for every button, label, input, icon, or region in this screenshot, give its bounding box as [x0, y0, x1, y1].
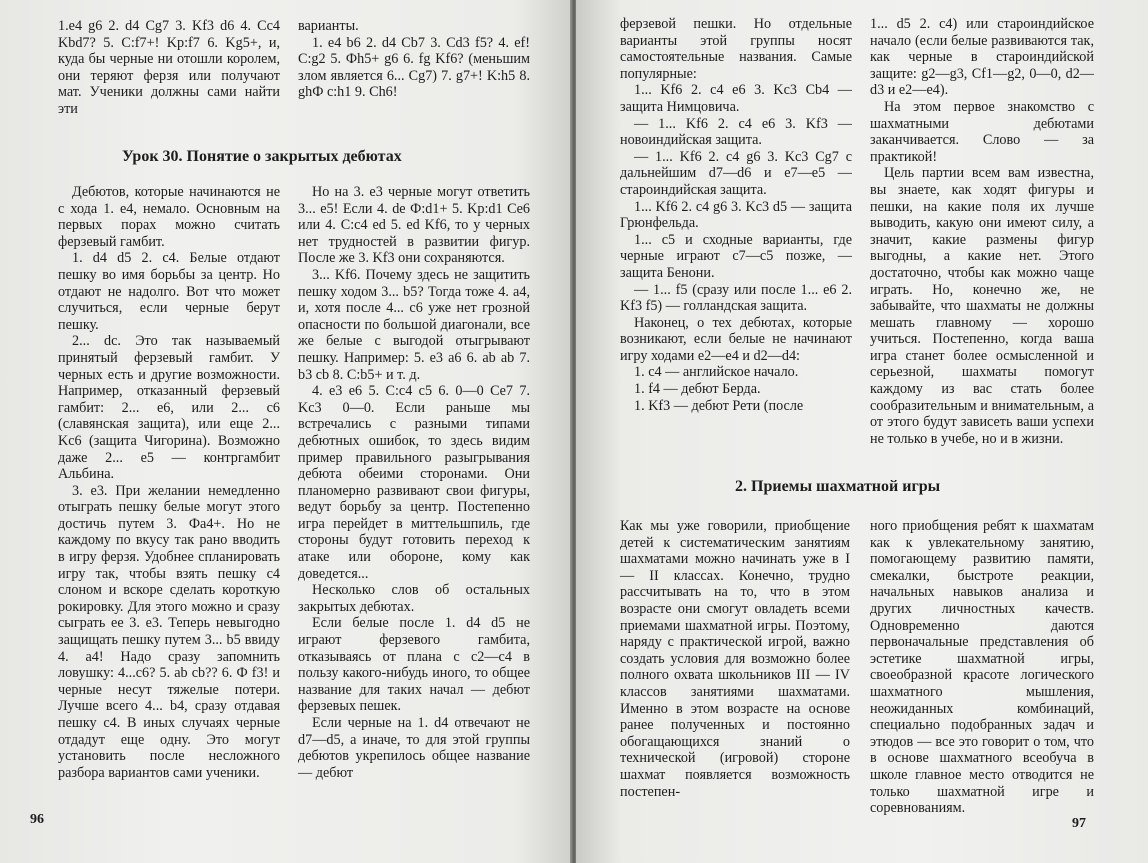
right-column-1	[620, 16, 852, 414]
paragraph: 1. c4 — английское начало.	[634, 364, 799, 381]
paragraph: Но на 3. e3 черные могут ответить 3... e5! Если 4. de Ф:d1+ 5. Kp:d1 Ce6 или 4. C:c4 ed 5. ed Kf6, то у черных нет трудностей в развитии фигур. После же 3. Kf3 они сохраняются.	[298, 184, 530, 267]
paragraph: 1... Kf6 2. c4 g6 3. Kc3 d5 — защита Грюнфельда.	[620, 198, 852, 232]
left-column-2	[298, 184, 530, 781]
paragraph: 1... d5 2. c4) или староиндийское начало (если белые развиваются так, как черные в староиндийской защите: g2—g3, Cf1—g2, 0—0, d2—d3 и e2—e4).	[870, 16, 1094, 99]
paragraph: — 1... f5 (сразу или после 1... e6 2. Kf3 f5) — голландская защита.	[620, 281, 852, 315]
paragraph: 2... dc. Это так называемый принятый ферзевый гамбит. У черных есть и другие возможности. Например, отказанный ферзевый гамбит: 2... e6, или 2... c6 (славянская защита), или еще 2... Kc6 (защита Чигорина). Возможно даже 2... e5 — контргамбит Альбина.	[58, 333, 280, 483]
left-top-column-2	[298, 18, 530, 101]
right-page	[576, 0, 1148, 863]
left-top-column-1	[58, 18, 280, 118]
paragraph: — 1... Kf6 2. c4 g6 3. Kc3 Cg7 с дальнейшим d7—d6 и e7—e5 — староиндийская защита.	[620, 148, 852, 198]
paragraph: Если черные на 1. d4 отвечают не d7—d5, а иначе, то для этой группы дебютов укрепилось общее название — дебют	[298, 715, 530, 781]
right-column-2	[870, 16, 1094, 447]
paragraph: Как мы уже говорили, приобщение детей к систематическим занятиям шахматами можно начинать уже в I — II классах. Конечно, трудно рассчитывать на то, что в этом возрасте они смогут овладеть всеми приемами шахматной игры. Поэтому, наряду с практической игрой, важно создать условия для возможно более полного охвата школьников III — IV классов занятиями шахматами. Именно в этом возрасте на основе ранее полученных и постоянно обогащающихся знаний о технической (игровой) стороне шахмат появляется возможность постепен-	[620, 518, 850, 800]
page-number: 97	[1072, 816, 1086, 831]
section-title: 2. Приемы шахматной игры	[735, 478, 941, 495]
paragraph: 1. Kf3 — дебют Рети (после	[634, 397, 804, 414]
paragraph: Дебютов, которые начинаются не с хода 1. e4, немало. Основным на первых порах можно считать ферзевый гамбит.	[58, 184, 280, 250]
paragraph: 3. e3. При желании немедленно отыграть пешку белые могут этого достичь путем 3. Фa4+. Но не каждому по вкусу так рано вводить в игру ферзя. Удобнее спланировать игру так, чтобы взять пешку c4 слоном и вскоре сделать короткую рокировку. Для этого можно и сразу сыграть ее 3. e3. Теперь невыгодно защищать пешку путем 3... b5 ввиду 4. a4! Надо сразу запомнить ловушку: 4...c6? 5. ab cb?? 6. Ф f3! и черные несут тяжелые потери. Лучше всего 4... b4, сразу отдавая пешку c4. В иных случаях черные отдадут еще одну. Это могут установить после несложного разбора вариантов сами ученики.	[58, 482, 280, 781]
paragraph: Цель партии всем вам известна, вы знаете, как ходят фигуры и пешки, на какие поля их лучше выводить, какую они имеют силу, а значит, какие размены фигур выгодны, а какие нет. Этого достаточно, чтобы как можно чаще играть. Но, конечно же, не забывайте, что шахматы не должны мешать главному — хорошо учиться. Постепенно, когда ваша игра станет более осмысленной и серьезной, шахматы помогут каждому из вас стать более сообразительным и внимательным, а от этого будут зависеть ваши успехи не только в учебе, но и в жизни.	[870, 165, 1094, 447]
right-column-3	[620, 518, 850, 800]
paragraph: 1. f4 — дебют Берда.	[634, 381, 761, 398]
paragraph: — 1... Kf6 2. c4 e6 3. Kf3 — новоиндийская защита.	[620, 115, 852, 149]
paragraph: 1.e4 g6 2. d4 Cg7 3. Kf3 d6 4. Cc4 Kbd7? 5. C:f7+! Kp:f7 6. Kg5+, и, куда бы черные ни отошли королем, они теряют ферзя или получают мат. Ученики должны сами найти эти	[58, 18, 280, 117]
paragraph: 1... Kf6 2. c4 e6 3. Kc3 Cb4 — защита Нимцовича.	[620, 82, 852, 115]
right-column-4	[870, 518, 1094, 817]
left-page	[0, 0, 572, 863]
paragraph: Наконец, о тех дебютах, которые возникают, если белые не начинают игру ходами e2—e4 и d2—d4:	[620, 314, 852, 364]
paragraph: 1... c5 и сходные варианты, где черные играют c7—c5 позже, — защита Бенони.	[620, 231, 852, 281]
paragraph: ного приобщения ребят к шахматам как к увлекательному занятию, помогающему развитию памяти, смекалки, быстроте реакции, начальных навыков анализа и других личностных качеств. Одновременно даются первоначальные представления об эстетике шахматной игры, своеобразной красоте логического шахматного мышления, неожиданных комбинаций, специально подобранных задач и этюдов — все это говорит о том, что в основе шахматного всеобуча в школе главное место отводится не только шахматной игре и соревнованиям.	[870, 518, 1094, 817]
page-number: 96	[30, 812, 44, 827]
paragraph: ферзевой пешки. Но отдельные варианты этой группы носят самостоятельные названия. Самые популярные:	[620, 16, 852, 82]
paragraph: На этом первое знакомство с шахматными дебютами заканчивается. Слово — за практикой!	[870, 98, 1094, 165]
lesson-title: Урок 30. Понятие о закрытых дебютах	[122, 148, 402, 165]
paragraph: 3... Kf6. Почему здесь не защитить пешку ходом 3... b5? Тогда тоже 4. a4, и, хотя после 4... c6 уже нет грозной опасности по большой диагонали, все же белые с выгодой отыгрывают пешку. Например: 5. e3 a6 6. ab ab 7. b3 cb 8. C:b5+ и т. д.	[298, 266, 530, 383]
paragraph: Несколько слов об остальных закрытых дебютах.	[298, 582, 530, 615]
paragraph: варианты.	[298, 18, 359, 34]
paragraph: 1. d4 d5 2. c4. Белые отдают пешку во имя борьбы за центр. Но отдают не надолго. Вот что может случиться, если черные берут пешку.	[58, 250, 280, 333]
left-column-1	[58, 184, 280, 781]
paragraph: 1. e4 b6 2. d4 Cb7 3. Cd3 f5? 4. ef! C:g2 5. Фh5+ g6 6. fg Kf6? (меньшим злом является 6... Cg7) 7. g7+! K:h5 8. ghФ c:h1 9. Ch6!	[298, 34, 530, 101]
paragraph: 4. e3 e6 5. C:c4 c5 6. 0—0 Ce7 7. Kc3 0—0. Если раньше мы встречались с разными типами дебютных ошибок, то здесь видим пример правильного разыгрывания дебюта обеими сторонами. Они планомерно развивают свои фигуры, ведут борьбу за центр. Постепенно игра перейдет в миттельшпиль, где стороны будут готовить переход к атаке или обороне, кому как доведется...	[298, 383, 530, 582]
paragraph: Если белые после 1. d4 d5 не играют ферзевого гамбита, отказываясь от плана с c2—c4 в пользу какого-нибудь иного, то общее название для таких начал — дебют ферзевых пешек.	[298, 615, 530, 715]
